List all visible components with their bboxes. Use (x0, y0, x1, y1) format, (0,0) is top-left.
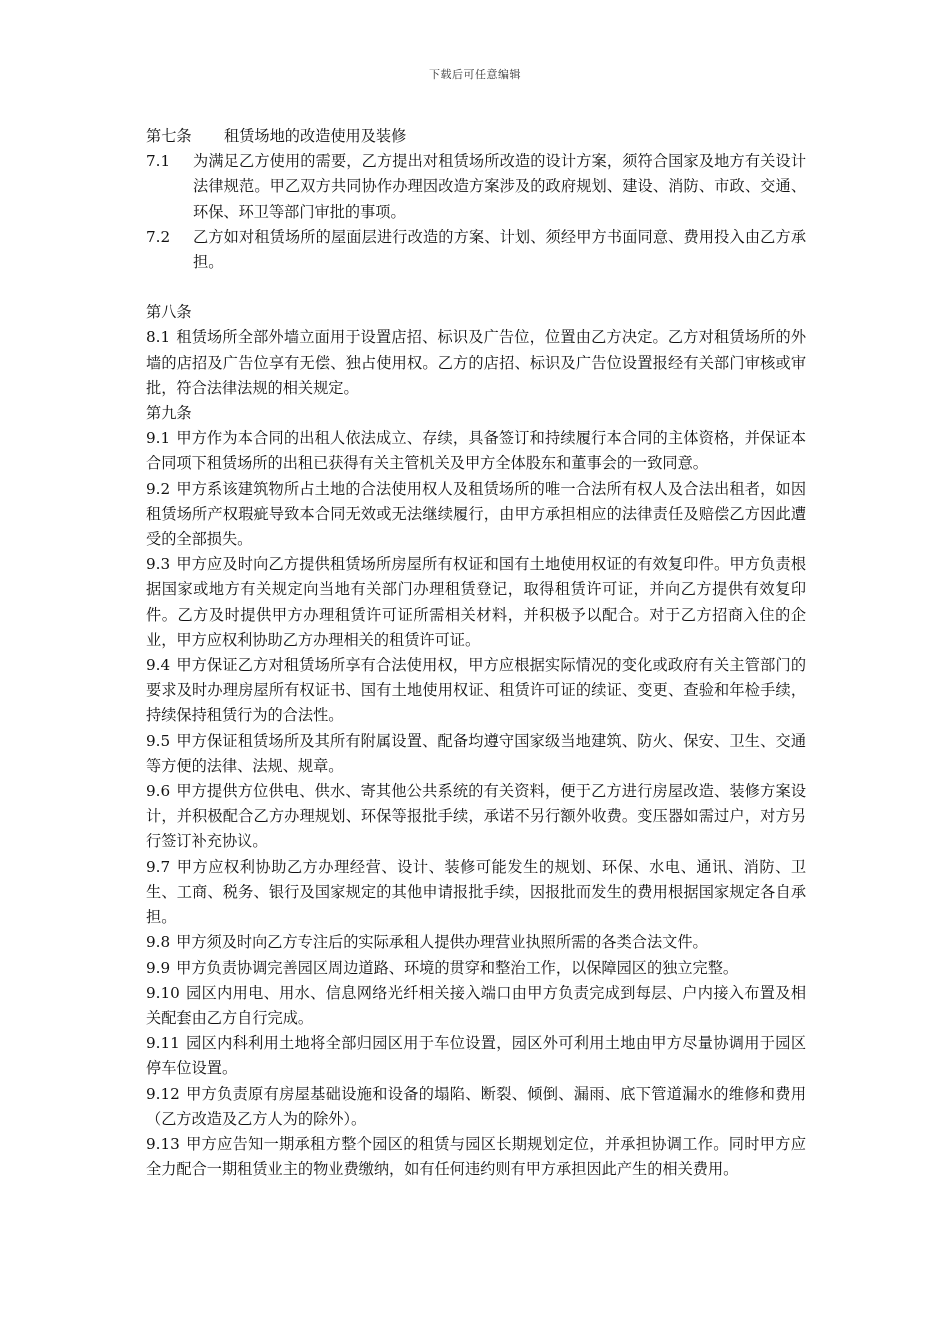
clause-9-11 (146, 1031, 806, 1081)
clause-number: 9.5 (146, 731, 171, 750)
clause-number: 7.1 (146, 152, 171, 171)
clause-number: 9.8 (146, 933, 171, 952)
clause-9-8 (146, 930, 806, 955)
clause-9-13 (146, 1132, 806, 1182)
article-7-heading (146, 124, 806, 149)
clause-text: 甲方提供方位供电、供水、寄其他公共系统的有关资料，便于乙方进行房屋改造、装修方案设计，并积极配合乙方办理规划、环保等报批手续，承诺不另行额外收费。变压器如需过户，对方另行签订补充协议。 (146, 782, 806, 851)
clause-9-12 (146, 1082, 806, 1132)
clause-text: 甲方应权利协助乙方办理经营、设计、装修可能发生的规划、环保、水电、通讯、消防、卫生、工商、税务、银行及国家规定的其他申请报批手续，因报批而发生的费用根据国家规定各自承担。 (146, 857, 806, 927)
clause-number: 9.10 (146, 983, 180, 1002)
clause-text: 甲方保证乙方对租赁场所享有合法使用权，甲方应根据实际情况的变化或政府有关主管部门的要求及时办理房屋所有权证书、国有土地使用权证、租赁许可证的续证、变更、查验和年检手续，持续保持租赁行为的合法性。 (146, 656, 806, 725)
clause-9-10 (146, 981, 806, 1031)
clause-number: 7.2 (146, 227, 171, 246)
clause-9-3 (146, 552, 806, 653)
clause-number: 8.1 (146, 328, 171, 347)
clause-9-1 (146, 426, 806, 476)
header-note: 下载后可任意编辑 (429, 68, 521, 81)
clause-9-5 (146, 729, 806, 779)
clause-text: 甲方须及时向乙方专注后的实际承租人提供办理营业执照所需的各类合法文件。 (176, 933, 708, 952)
article-9-heading: 第九条 (146, 404, 192, 423)
clause-text: 甲方应告知一期承租方整个园区的租赁与园区长期规划定位，并承担协调工作。同时甲方应全力配合一期租赁业主的物业费缴纳，如有任何违约则有甲方承担因此产生的相关费用。 (146, 1134, 806, 1179)
clause-9-6 (146, 779, 806, 855)
clause-7-1 (146, 149, 806, 225)
clause-number: 9.9 (146, 958, 171, 977)
blank-line (146, 275, 806, 300)
clause-number: 9.12 (146, 1084, 180, 1103)
clause-8-1 (146, 325, 806, 401)
clause-number: 9.3 (146, 555, 171, 574)
document-body (146, 124, 806, 1182)
article-number: 第七条 (146, 127, 192, 145)
article-title: 租赁场地的改造使用及装修 (224, 127, 407, 145)
clause-9-9 (146, 956, 806, 981)
clause-number: 9.13 (146, 1134, 180, 1153)
clause-text: 甲方应及时向乙方提供租赁场所房屋所有权证和国有土地使用权证的有效复印件。甲方负责根据国家或地方有关规定向当地有关部门办理租赁登记，取得租赁许可证，并向乙方提供有效复印件。乙方及时提供甲方办理租赁许可证所需相关材料，并积极予以配合。对于乙方招商入住的企业，甲方应权利协助乙方办理相关的租赁许可证。 (146, 555, 806, 649)
clause-number: 9.7 (146, 857, 171, 876)
clause-text: 甲方系该建筑物所占土地的合法使用权人及租赁场所的唯一合法所有权人及合法出租者，如因租赁场所产权瑕疵导致本合同无效或无法继续履行，由甲方承担相应的法律责任及赔偿乙方因此遭受的全部损失。 (146, 479, 806, 549)
clause-text: 租赁场所全部外墙立面用于设置店招、标识及广告位，位置由乙方决定。乙方对租赁场所的外墙的店招及广告位享有无偿、独占使用权。乙方的店招、标识及广告位设置报经有关部门审核或审批，符合法律法规的相关规定。 (146, 328, 806, 397)
clause-number: 9.11 (146, 1034, 180, 1053)
clause-text: 甲方作为本合同的出租人依法成立、存续，具备签订和持续履行本合同的主体资格，并保证本合同项下租赁场所的出租已获得有关主管机关及甲方全体股东和董事会的一致同意。 (146, 429, 806, 473)
clause-number: 9.1 (146, 429, 171, 448)
clause-text: 园区内用电、用水、信息网络光纤相关接入端口由甲方负责完成到每层、户内接入布置及相关配套由乙方自行完成。 (146, 983, 806, 1027)
clause-number: 9.4 (146, 656, 171, 675)
clause-text: 园区内科利用土地将全部归园区用于车位设置，园区外可利用土地由甲方尽量协调用于园区停车位设置。 (146, 1034, 806, 1078)
clause-7-2 (146, 225, 806, 275)
clause-9-7 (146, 855, 806, 931)
clause-9-2 (146, 477, 806, 553)
clause-number: 9.2 (146, 479, 171, 498)
clause-text: 甲方负责原有房屋基础设施和设备的塌陷、断裂、倾倒、漏雨、底下管道漏水的维修和费用（乙方改造及乙方人为的除外）。 (146, 1084, 806, 1128)
clause-9-4 (146, 653, 806, 729)
clause-number: 9.6 (146, 782, 171, 801)
clause-text: 甲方负责协调完善园区周边道路、环境的贯穿和整治工作，以保障园区的独立完整。 (176, 958, 739, 977)
clause-text: 乙方如对租赁场所的屋面层进行改造的方案、计划、须经甲方书面同意、费用投入由乙方承担。 (193, 227, 806, 272)
clause-text: 甲方保证租赁场所及其所有附属设置、配备均遵守国家级当地建筑、防火、保安、卫生、交通等方便的法律、法规、规章。 (146, 731, 806, 775)
clause-text: 为满足乙方使用的需要，乙方提出对租赁场所改造的设计方案，须符合国家及地方有关设计法律规范。甲乙双方共同协作办理因改造方案涉及的政府规划、建设、消防、市政、交通、环保、环卫等部门审批的事项。 (193, 152, 806, 221)
article-8-heading: 第八条 (146, 303, 192, 322)
